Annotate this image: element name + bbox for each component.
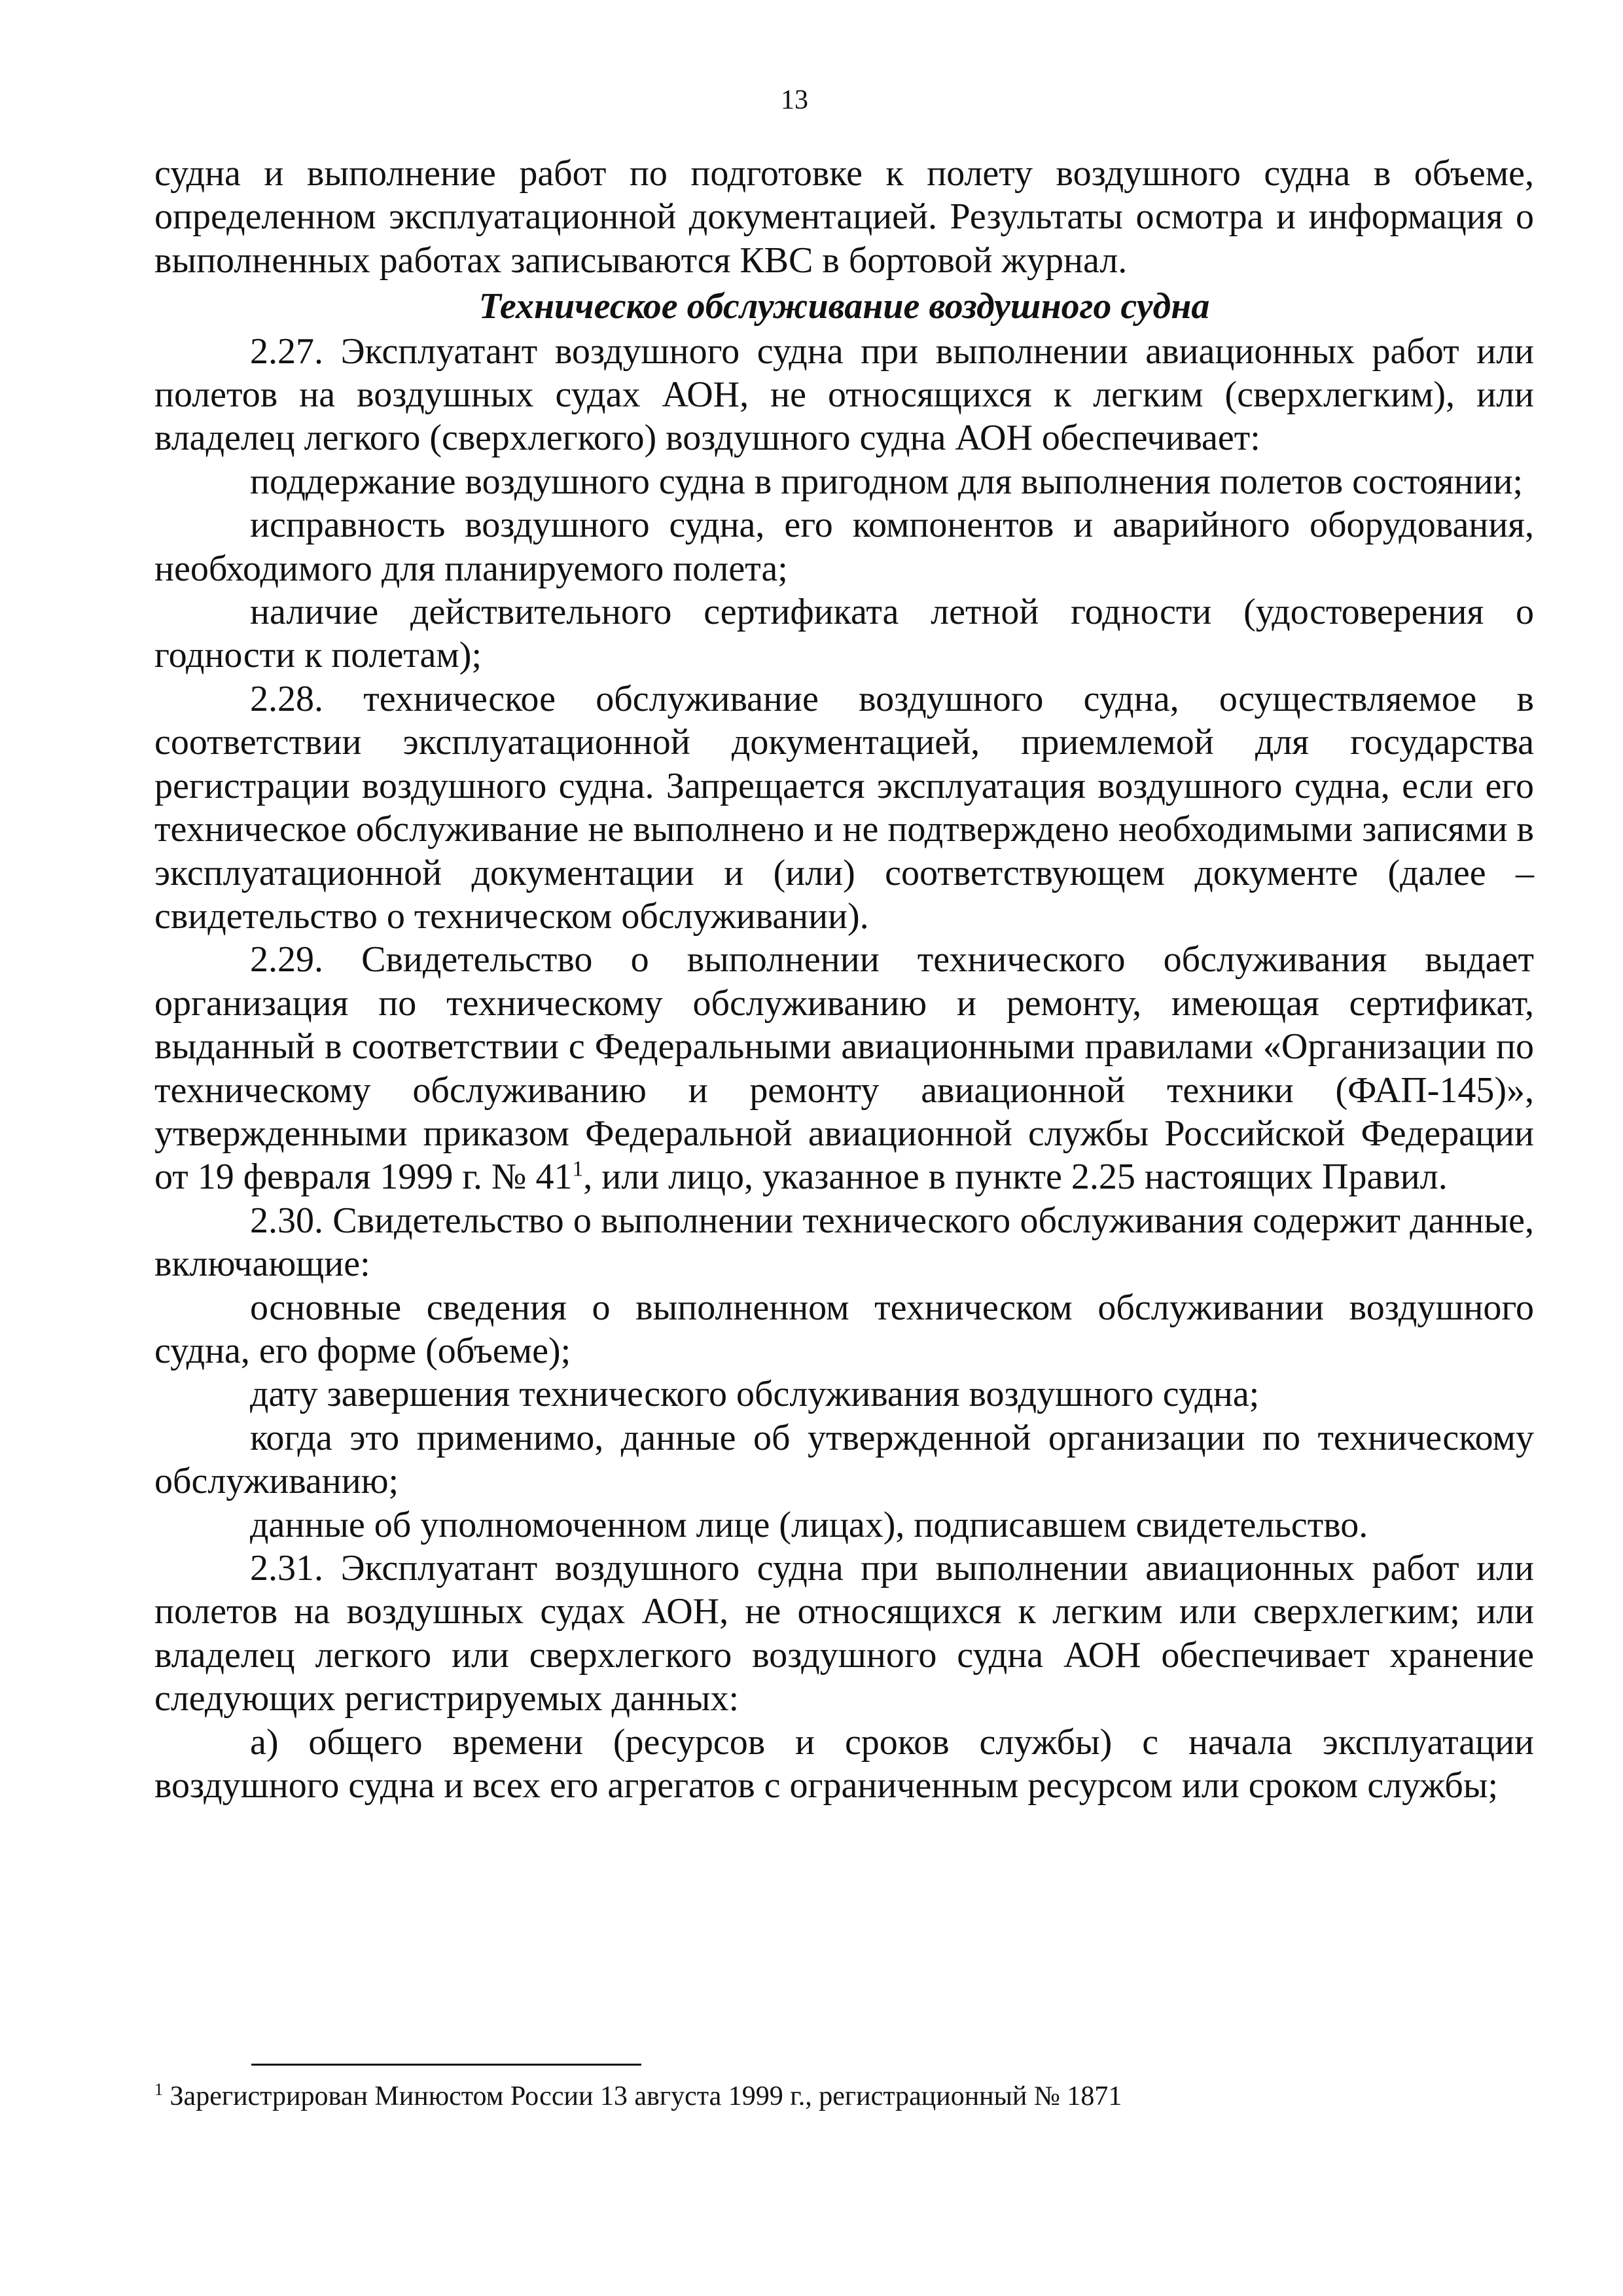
footnote-separator	[251, 2064, 641, 2066]
list-item-serviceability: исправность воздушного судна, его компонентов и аварийного оборудования, необходимого для планируемого полета;	[154, 505, 1534, 589]
footnote-reference: 1	[572, 1157, 584, 1181]
paragraph-continuation: судна и выполнение работ по подготовке к полету воздушного судна в объеме, определенном эксплуатационной документацией. Результаты осмотра и информация о выполненных работах записываются КВС в бортовой журнал.	[154, 153, 1534, 281]
document-body	[154, 152, 1534, 1807]
section-heading: Техническое обслуживание воздушного судна	[478, 286, 1210, 327]
footnote-marker: 1	[154, 2080, 164, 2099]
footnote	[154, 2080, 1534, 2113]
paragraph-2-30: 2.30. Свидетельство о выполнении технического обслуживания содержит данные, включающие:	[154, 1200, 1534, 1285]
paragraph-2-28: 2.28. техническое обслуживание воздушного судна, осуществляемое в соответствии эксплуатационной документацией, приемлемой для государства регистрации воздушного судна. Запрещается эксплуатация воздушного судна, если его техническое обслуживание не выполнено и не подтверждено необходимыми записями в эксплуатационной документации и (или) соответствующем документе (далее – свидетельство о техническом обслуживании).	[154, 678, 1534, 937]
list-item-organization: когда это применимо, данные об утвержденной организации по техническому обслуживанию;	[154, 1417, 1534, 1502]
footnote-text: Зарегистрирован Минюстом России 13 августа 1999 г., регистрационный № 1871	[163, 2081, 1122, 2111]
list-item-basic-info: основные сведения о выполненном техническом обслуживании воздушного судна, его форме (объеме);	[154, 1287, 1534, 1371]
paragraph-2-29-tail: , или лицо, указанное в пункте 2.25 настоящих Правил.	[583, 1157, 1448, 1198]
list-item-certificate: наличие действительного сертификата летной годности (удостоверения о годности к полетам);	[154, 592, 1534, 676]
page-number: 13	[781, 85, 808, 115]
paragraph-2-31: 2.31. Эксплуатант воздушного судна при выполнении авиационных работ или полетов на воздушных судах АОН, не относящихся к легким или сверхлегким; или владелец легкого или сверхлегкого воздушного судна АОН обеспечивает хранение следующих регистрируемых данных:	[154, 1548, 1534, 1719]
paragraph-2-29	[154, 938, 1534, 1198]
paragraph-2-29-text: 2.29. Свидетельство о выполнении технического обслуживания выдает организация по техническому обслуживанию и ремонту, имеющая сертификат, выданный в соответствии с Федеральными авиационными правилами «Организации по техническому обслуживанию и ремонту авиационной техники (ФАП-145)», утвержденными приказом Федеральной авиационной службы Российской Федерации от 19 февраля 1999 г. № 41	[154, 939, 1534, 1198]
paragraph-2-27: 2.27. Эксплуатант воздушного судна при выполнении авиационных работ или полетов на воздушных судах АОН, не относящихся к легким (сверхлегким), или владелец легкого (сверхлегкого) воздушного судна АОН обеспечивает:	[154, 331, 1534, 459]
list-item-a-total-time: а) общего времени (ресурсов и сроков службы) с начала эксплуатации воздушного судна и всех его агрегатов с ограниченным ресурсом или сроком службы;	[154, 1721, 1534, 1806]
list-item-authorized-person: данные об уполномоченном лице (лицах), подписавшем свидетельство.	[250, 1504, 1368, 1545]
list-item-completion-date: дату завершения технического обслуживания воздушного судна;	[250, 1374, 1260, 1415]
list-item-airworthy-condition: поддержание воздушного судна в пригодном для выполнения полетов состоянии;	[250, 461, 1524, 502]
